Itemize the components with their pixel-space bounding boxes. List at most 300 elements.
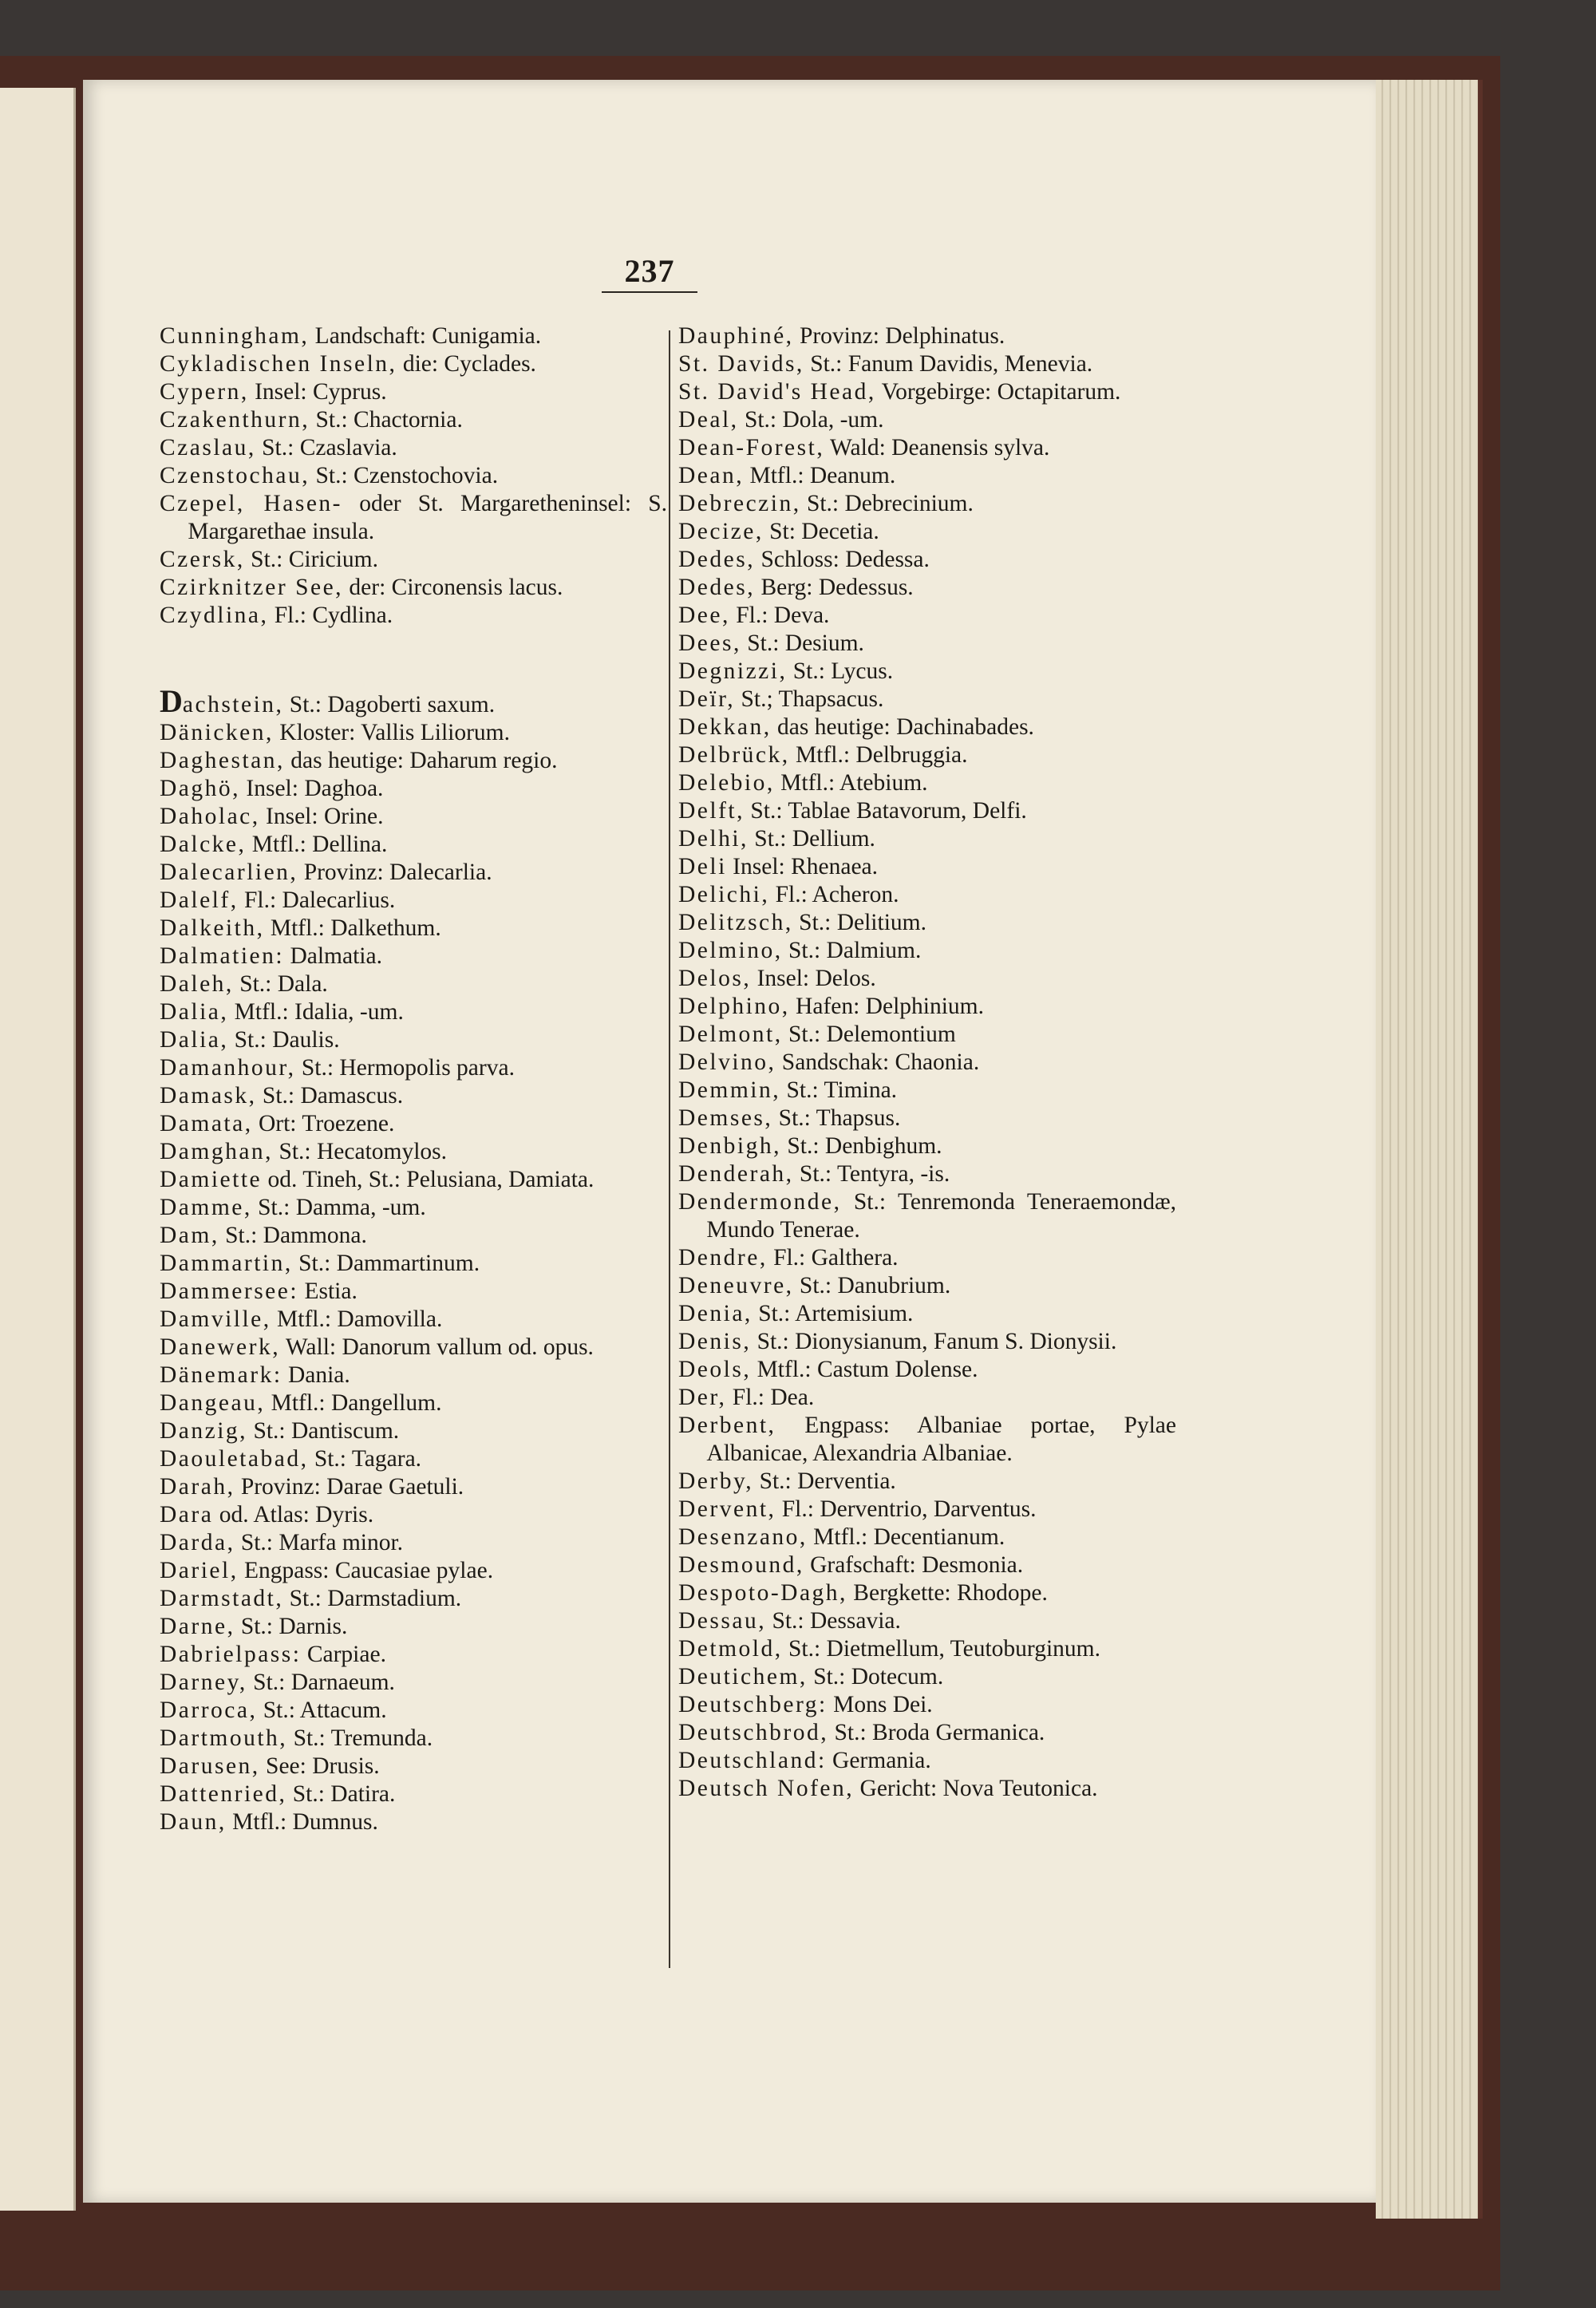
entry-definition: oder St. Margaretheninsel: S. Margarethae insula. bbox=[188, 491, 667, 544]
entry-headword: Dattenried, bbox=[160, 1781, 287, 1807]
entry-definition: Kloster: Vallis Liliorum. bbox=[273, 720, 510, 745]
dictionary-entry bbox=[678, 1188, 1176, 1244]
dictionary-entry bbox=[160, 719, 667, 747]
dictionary-entry bbox=[160, 322, 667, 350]
entry-definition: Provinz: Delphinatus. bbox=[793, 323, 1005, 349]
entry-definition: Hafen: Delphinium. bbox=[789, 994, 984, 1019]
entry-definition: St.: Derventia. bbox=[753, 1468, 896, 1494]
dictionary-entry bbox=[160, 887, 667, 915]
dictionary-entry bbox=[160, 350, 667, 378]
dictionary-entry bbox=[160, 490, 667, 546]
right-entries bbox=[678, 322, 1176, 1803]
entry-headword: Dean-Forest, bbox=[678, 435, 825, 460]
facing-page-edge bbox=[0, 88, 76, 2211]
d-entries bbox=[160, 719, 667, 1836]
dictionary-entry bbox=[678, 1635, 1176, 1663]
dictionary-entry bbox=[678, 574, 1176, 602]
entry-definition: Mtfl.: Dellina. bbox=[246, 832, 388, 857]
dictionary-entry bbox=[160, 1613, 667, 1641]
entry-headword: Der, bbox=[678, 1385, 727, 1410]
dictionary-entry bbox=[160, 1138, 667, 1166]
entry-definition: Fl.: Cydlina. bbox=[268, 603, 393, 628]
entry-definition: Mtfl.: Deanum. bbox=[744, 463, 896, 488]
entry-definition: Fl.: Galthera. bbox=[767, 1245, 899, 1271]
entry-definition: Mtfl.: Decentianum. bbox=[807, 1524, 1005, 1550]
entry-headword: Damiette bbox=[160, 1167, 263, 1192]
entry-headword: Dean, bbox=[678, 463, 745, 488]
dictionary-entry bbox=[678, 1579, 1176, 1607]
column-divider bbox=[669, 330, 670, 1968]
entry-headword: Czepel, Hasen- bbox=[160, 491, 343, 516]
entry-definition: Gericht: Nova Teutonica. bbox=[854, 1776, 1098, 1801]
entry-headword: Czirknitzer See, bbox=[160, 575, 344, 600]
entry-headword: Cypern, bbox=[160, 379, 249, 405]
right-column bbox=[678, 322, 1176, 1803]
entry-headword: Delos, bbox=[678, 966, 752, 991]
entry-headword: Dänemark: bbox=[160, 1362, 282, 1388]
entry-headword: Czenstochau, bbox=[160, 463, 310, 488]
dictionary-entry bbox=[678, 462, 1176, 490]
entry-headword: Dedes, bbox=[678, 547, 756, 572]
entry-definition: St.: Tenremonda Teneraemondæ, Mundo Tenerae. bbox=[706, 1189, 1176, 1243]
dictionary-entry bbox=[160, 683, 667, 719]
entry-headword: Denderah, bbox=[678, 1161, 794, 1187]
entry-definition: St.: Tentyra, -is. bbox=[793, 1161, 950, 1187]
drop-initial: D bbox=[160, 683, 183, 719]
dictionary-entry bbox=[678, 1551, 1176, 1579]
entry-headword: Darah, bbox=[160, 1474, 235, 1500]
entry-definition: St.: Dammona. bbox=[219, 1223, 367, 1248]
entry-definition: St.: Chactornia. bbox=[310, 407, 463, 433]
dictionary-entry bbox=[160, 998, 667, 1026]
entry-headword: Daun, bbox=[160, 1809, 227, 1835]
entry-definition: St.: Dammartinum. bbox=[292, 1251, 480, 1276]
entry-headword: Detmold, bbox=[678, 1636, 783, 1662]
dictionary-entry bbox=[160, 775, 667, 803]
dictionary-entry bbox=[160, 1389, 667, 1417]
entry-headword: Debreczin, bbox=[678, 491, 801, 516]
entry-definition: St.: Hecatomylos. bbox=[273, 1139, 448, 1164]
entry-definition: St.: Darmstadium. bbox=[283, 1586, 462, 1611]
dictionary-entry bbox=[160, 1166, 667, 1194]
dictionary-entry bbox=[678, 1775, 1176, 1803]
dictionary-entry bbox=[678, 1384, 1176, 1412]
entry-definition: Mtfl.: Atebium. bbox=[774, 770, 928, 796]
entry-headword: Deïr, bbox=[678, 686, 736, 712]
entry-headword: Delbrück, bbox=[678, 742, 790, 768]
entry-headword: Delhi, bbox=[678, 826, 749, 852]
entry-headword: Demmin, bbox=[678, 1077, 781, 1103]
entry-headword: Czakenthurn, bbox=[160, 407, 310, 433]
dictionary-entry bbox=[678, 1356, 1176, 1384]
entry-headword: Delitzsch, bbox=[678, 910, 793, 935]
entry-definition: Bergkette: Rhodope. bbox=[847, 1580, 1048, 1606]
dictionary-entry bbox=[160, 1473, 667, 1501]
entry-definition: Fl.: Dea. bbox=[726, 1385, 815, 1410]
entry-headword: Deutschland: bbox=[678, 1748, 827, 1773]
entry-definition: Germania. bbox=[826, 1748, 931, 1773]
entry-definition: Mtfl.: Dumnus. bbox=[226, 1809, 378, 1835]
entry-headword: achstein, bbox=[182, 692, 284, 717]
entry-definition: Mtfl.: Dalkethum. bbox=[264, 915, 441, 941]
dictionary-entry bbox=[678, 797, 1176, 825]
dictionary-entry bbox=[678, 1524, 1176, 1551]
entry-headword: Dammersee: bbox=[160, 1278, 299, 1304]
entry-definition: St.: Dellium. bbox=[748, 826, 875, 852]
entry-definition: St.: Damascus. bbox=[256, 1083, 404, 1109]
entry-definition: St.: Czaslavia. bbox=[255, 435, 397, 460]
dictionary-entry bbox=[160, 1697, 667, 1725]
dictionary-entry bbox=[678, 1244, 1176, 1272]
entry-headword: Dalelf, bbox=[160, 887, 239, 913]
entry-headword: Desenzano, bbox=[678, 1524, 808, 1550]
entry-definition: St.: Ciricium. bbox=[244, 547, 378, 572]
dictionary-entry bbox=[678, 322, 1176, 350]
dictionary-entry bbox=[160, 1194, 667, 1222]
entry-definition: St.: Tremunda. bbox=[287, 1725, 433, 1751]
dictionary-entry bbox=[160, 434, 667, 462]
entry-headword: Damanhour, bbox=[160, 1055, 296, 1081]
entry-definition: Dania. bbox=[282, 1362, 350, 1388]
entry-headword: Delmont, bbox=[678, 1022, 783, 1047]
entry-definition: Insel: Orine. bbox=[259, 804, 384, 829]
dictionary-entry bbox=[160, 1445, 667, 1473]
entry-definition: Schloss: Dedessa. bbox=[755, 547, 930, 572]
entry-headword: Desmound, bbox=[678, 1552, 804, 1578]
entry-definition: St.: Artemisium. bbox=[752, 1301, 914, 1326]
entry-definition: St.: Damma, -um. bbox=[251, 1195, 426, 1220]
entry-definition: St.: Fanum Davidis, Menevia. bbox=[804, 351, 1093, 377]
entry-definition: od. Atlas: Dyris. bbox=[213, 1502, 374, 1527]
dictionary-entry bbox=[160, 378, 667, 406]
entry-headword: Damata, bbox=[160, 1111, 253, 1136]
dictionary-entry bbox=[678, 1132, 1176, 1160]
entry-headword: Dalecarlien, bbox=[160, 860, 298, 885]
entry-headword: Dendre, bbox=[678, 1245, 768, 1271]
entry-definition: St.: Hermopolis parva. bbox=[295, 1055, 515, 1081]
entry-headword: Darda, bbox=[160, 1530, 235, 1555]
dictionary-entry bbox=[160, 1669, 667, 1697]
entry-headword: Deutsch Nofen, bbox=[678, 1776, 855, 1801]
entry-headword: Dangeau, bbox=[160, 1390, 266, 1416]
entry-headword: Cykladischen Inseln, bbox=[160, 351, 397, 377]
dictionary-entry bbox=[678, 686, 1176, 713]
entry-headword: Dara bbox=[160, 1502, 214, 1527]
entry-headword: Danewerk, bbox=[160, 1334, 281, 1360]
entry-headword: Dessau, bbox=[678, 1608, 767, 1634]
dictionary-entry bbox=[678, 630, 1176, 658]
dictionary-entry bbox=[678, 825, 1176, 853]
entry-definition: St.: Daulis. bbox=[228, 1027, 340, 1053]
entry-definition: St.: Dala. bbox=[233, 971, 328, 997]
c-entries bbox=[160, 322, 667, 630]
entry-definition: St.: Dantiscum. bbox=[247, 1418, 400, 1444]
entry-headword: Derby, bbox=[678, 1468, 754, 1494]
dictionary-entry bbox=[160, 1306, 667, 1334]
dictionary-entry bbox=[678, 518, 1176, 546]
dictionary-entry bbox=[678, 713, 1176, 741]
entry-headword: Denia, bbox=[678, 1301, 753, 1326]
dictionary-entry bbox=[678, 1105, 1176, 1132]
dictionary-entry bbox=[678, 1021, 1176, 1049]
entry-definition: Mtfl.: Idalia, -um. bbox=[228, 999, 404, 1025]
entry-definition: das heutige: Dachinabades. bbox=[771, 714, 1034, 740]
dictionary-entry bbox=[160, 831, 667, 859]
dictionary-entry bbox=[678, 490, 1176, 518]
entry-headword: Czersk, bbox=[160, 547, 245, 572]
entry-headword: Daghestan, bbox=[160, 748, 285, 773]
entry-definition: St.: Dionysianum, Fanum S. Dionysii. bbox=[751, 1329, 1117, 1354]
dictionary-entry bbox=[160, 1222, 667, 1250]
entry-headword: Dalcke, bbox=[160, 832, 247, 857]
entry-headword: Dalkeith, bbox=[160, 915, 265, 941]
dictionary-entry bbox=[678, 1496, 1176, 1524]
entry-definition: Dalmatia. bbox=[284, 943, 382, 969]
entry-definition: Insel: Cyprus. bbox=[248, 379, 387, 405]
entry-definition: Fl.: Acheron. bbox=[769, 882, 899, 907]
entry-headword: Dänicken, bbox=[160, 720, 274, 745]
dictionary-entry bbox=[678, 1412, 1176, 1468]
dictionary-entry bbox=[678, 1160, 1176, 1188]
dictionary-entry bbox=[160, 1557, 667, 1585]
entry-definition: Insel: Daghoa. bbox=[240, 776, 384, 801]
entry-definition: St.: Dessavia. bbox=[766, 1608, 901, 1634]
entry-headword: Dauphiné, bbox=[678, 323, 794, 349]
dictionary-entry bbox=[678, 546, 1176, 574]
dictionary-entry bbox=[160, 1361, 667, 1389]
dictionary-entry bbox=[160, 970, 667, 998]
dictionary-entry bbox=[678, 1663, 1176, 1691]
entry-definition: St.: Dotecum. bbox=[807, 1664, 944, 1690]
dictionary-entry bbox=[678, 881, 1176, 909]
entry-definition: Estia. bbox=[298, 1278, 358, 1304]
entry-headword: Cunningham, bbox=[160, 323, 310, 349]
entry-definition: der: Circonensis lacus. bbox=[343, 575, 563, 600]
entry-headword: Daholac, bbox=[160, 804, 260, 829]
dictionary-entry bbox=[160, 1641, 667, 1669]
dictionary-entry bbox=[160, 859, 667, 887]
dictionary-entry bbox=[160, 1808, 667, 1836]
entry-headword: Delft, bbox=[678, 798, 745, 824]
entry-headword: Decize, bbox=[678, 519, 764, 544]
entry-headword: Dees, bbox=[678, 630, 741, 656]
entry-definition: Mtfl.: Damovilla. bbox=[271, 1306, 443, 1332]
entry-definition: St.; Thapsacus. bbox=[735, 686, 884, 712]
entry-definition: St.: Dola, -um. bbox=[738, 407, 884, 433]
dictionary-entry bbox=[160, 1250, 667, 1278]
dictionary-entry bbox=[678, 1328, 1176, 1356]
entry-definition: St: Decetia. bbox=[763, 519, 879, 544]
dictionary-entry bbox=[160, 803, 667, 831]
entry-definition: St.: Broda Germanica. bbox=[828, 1720, 1045, 1745]
entry-headword: Deal, bbox=[678, 407, 739, 433]
dictionary-entry bbox=[160, 1082, 667, 1110]
entry-definition: Wald: Deanensis sylva. bbox=[824, 435, 1050, 460]
dictionary-entry bbox=[678, 378, 1176, 406]
entry-headword: Darusen, bbox=[160, 1753, 260, 1779]
entry-headword: Deols, bbox=[678, 1357, 752, 1382]
entry-definition: St.: Dagoberti saxum. bbox=[283, 692, 496, 717]
dictionary-entry bbox=[678, 1468, 1176, 1496]
entry-definition: St.: Datira. bbox=[286, 1781, 396, 1807]
dictionary-entry bbox=[160, 602, 667, 630]
entry-definition: St.: Darnis. bbox=[235, 1614, 348, 1639]
entry-definition: St.: Marfa minor. bbox=[235, 1530, 404, 1555]
entry-definition: St.: Delitium. bbox=[792, 910, 926, 935]
entry-definition: St.: Dietmellum, Teutoburginum. bbox=[782, 1636, 1100, 1662]
entry-definition: St.: Desium. bbox=[741, 630, 864, 656]
dictionary-entry bbox=[678, 937, 1176, 965]
dictionary-entry bbox=[678, 602, 1176, 630]
dictionary-entry bbox=[678, 909, 1176, 937]
entry-headword: Daghö, bbox=[160, 776, 241, 801]
dictionary-entry bbox=[678, 1607, 1176, 1635]
entry-definition: Mtfl.: Delbruggia. bbox=[789, 742, 968, 768]
entry-headword: Delebio, bbox=[678, 770, 775, 796]
dictionary-entry bbox=[678, 434, 1176, 462]
entry-definition: St.: Debrecinium. bbox=[800, 491, 974, 516]
dictionary-entry bbox=[160, 574, 667, 602]
entry-headword: Deutichem, bbox=[678, 1664, 808, 1690]
entry-headword: Dammartin, bbox=[160, 1251, 293, 1276]
dictionary-entry bbox=[160, 943, 667, 970]
entry-headword: Dee, bbox=[678, 603, 730, 628]
entry-headword: Darroca, bbox=[160, 1697, 258, 1723]
entry-definition: Landschaft: Cunigamia. bbox=[309, 323, 542, 349]
dictionary-entry bbox=[678, 1049, 1176, 1077]
dictionary-entry bbox=[678, 769, 1176, 797]
page-edges bbox=[1376, 80, 1483, 2219]
entry-headword: Dekkan, bbox=[678, 714, 772, 740]
entry-headword: Dervent, bbox=[678, 1496, 776, 1522]
dictionary-entry bbox=[160, 1334, 667, 1361]
entry-definition: St.: Lycus. bbox=[787, 658, 894, 684]
entry-definition: Mtfl.: Dangellum. bbox=[265, 1390, 442, 1416]
dictionary-entry bbox=[160, 462, 667, 490]
entry-headword: Despoto-Dagh, bbox=[678, 1580, 847, 1606]
dictionary-entry bbox=[160, 1753, 667, 1780]
dictionary-entry bbox=[160, 1054, 667, 1082]
left-column bbox=[160, 322, 667, 1836]
dictionary-entry bbox=[678, 406, 1176, 434]
entry-definition: St.: Delemontium bbox=[782, 1022, 956, 1047]
dictionary-entry bbox=[160, 1110, 667, 1138]
dictionary-entry bbox=[160, 1725, 667, 1753]
entry-definition: Provinz: Dalecarlia. bbox=[298, 860, 492, 885]
section-gap bbox=[160, 630, 667, 687]
dictionary-entry bbox=[160, 1780, 667, 1808]
entry-definition: Mtfl.: Castum Dolense. bbox=[751, 1357, 978, 1382]
entry-headword: Daouletabad, bbox=[160, 1446, 309, 1472]
entry-headword: Dalia, bbox=[160, 999, 229, 1025]
entry-definition: Ort: Troezene. bbox=[252, 1111, 395, 1136]
entry-definition: St.: Thapsus. bbox=[772, 1105, 901, 1131]
entry-headword: Darmstadt, bbox=[160, 1586, 284, 1611]
entry-headword: Delichi, bbox=[678, 882, 770, 907]
entry-headword: Czydlina, bbox=[160, 603, 269, 628]
dictionary-entry bbox=[678, 993, 1176, 1021]
entry-headword: Damghan, bbox=[160, 1139, 274, 1164]
dictionary-entry bbox=[678, 1077, 1176, 1105]
entry-definition: Insel: Delos. bbox=[751, 966, 876, 991]
dictionary-entry bbox=[160, 1417, 667, 1445]
entry-headword: Darney, bbox=[160, 1670, 247, 1695]
entry-headword: Derbent, bbox=[678, 1413, 776, 1438]
dictionary-entry bbox=[160, 406, 667, 434]
entry-headword: Damask, bbox=[160, 1083, 257, 1109]
entry-headword: Dedes, bbox=[678, 575, 756, 600]
entry-headword: Degnizzi, bbox=[678, 658, 788, 684]
entry-definition: Fl.: Dalecarlius. bbox=[238, 887, 396, 913]
entry-definition: Sandschak: Chaonia. bbox=[776, 1049, 980, 1075]
entry-headword: Dabrielpass: bbox=[160, 1642, 302, 1667]
entry-definition: Engpass: Albaniae portae, Pylae Albanicae, Alexandria Albaniae. bbox=[706, 1413, 1176, 1466]
entry-definition: Fl.: Deva. bbox=[729, 603, 830, 628]
dictionary-entry bbox=[678, 1747, 1176, 1775]
entry-headword: Denis, bbox=[678, 1329, 752, 1354]
entry-definition: Insel: Rhenaea. bbox=[726, 854, 879, 879]
dictionary-entry bbox=[678, 741, 1176, 769]
entry-definition: St.: Timina. bbox=[780, 1077, 898, 1103]
entry-headword: Delmino, bbox=[678, 938, 783, 963]
entry-definition: die: Cyclades. bbox=[397, 351, 536, 377]
entry-headword: Dartmouth, bbox=[160, 1725, 288, 1751]
entry-definition: St.: Danubrium. bbox=[793, 1273, 951, 1298]
entry-definition: Engpass: Caucasiae pylae. bbox=[238, 1558, 494, 1583]
dictionary-entry bbox=[678, 1300, 1176, 1328]
dictionary-entry bbox=[160, 1529, 667, 1557]
entry-headword: Daleh, bbox=[160, 971, 234, 997]
entry-headword: Deneuvre, bbox=[678, 1273, 794, 1298]
dictionary-entry bbox=[160, 1501, 667, 1529]
entry-headword: Czaslau, bbox=[160, 435, 256, 460]
entry-headword: Dam, bbox=[160, 1223, 219, 1248]
entry-definition: Wall: Danorum vallum od. opus. bbox=[280, 1334, 594, 1360]
entry-headword: St. Davids, bbox=[678, 351, 804, 377]
page-number-rule bbox=[602, 291, 697, 293]
dictionary-entry bbox=[678, 853, 1176, 881]
entry-definition: Carpiae. bbox=[301, 1642, 386, 1667]
entry-headword: Delphino, bbox=[678, 994, 790, 1019]
entry-definition: Fl.: Derventrio, Darventus. bbox=[776, 1496, 1037, 1522]
entry-headword: Dalia, bbox=[160, 1027, 229, 1053]
entry-headword: Danzig, bbox=[160, 1418, 248, 1444]
entry-definition: Provinz: Darae Gaetuli. bbox=[235, 1474, 464, 1500]
dictionary-entry bbox=[160, 1278, 667, 1306]
dictionary-entry bbox=[160, 1026, 667, 1054]
dictionary-entry bbox=[678, 1719, 1176, 1747]
entry-definition: St.: Darnaeum. bbox=[247, 1670, 395, 1695]
dictionary-entry bbox=[160, 915, 667, 943]
entry-headword: St. David's Head, bbox=[678, 379, 876, 405]
dictionary-entry bbox=[678, 658, 1176, 686]
dictionary-entry bbox=[678, 350, 1176, 378]
dictionary-entry bbox=[678, 1272, 1176, 1300]
entry-definition: Berg: Dedessus. bbox=[755, 575, 914, 600]
entry-headword: Deutschbrod, bbox=[678, 1720, 829, 1745]
entry-headword: Denbigh, bbox=[678, 1133, 781, 1159]
entry-headword: Dalmatien: bbox=[160, 943, 285, 969]
entry-headword: Delvino, bbox=[678, 1049, 776, 1075]
entry-definition: Vorgebirge: Octapitarum. bbox=[875, 379, 1121, 405]
entry-definition: See: Drusis. bbox=[259, 1753, 380, 1779]
dictionary-entry bbox=[160, 546, 667, 574]
entry-headword: Dendermonde, bbox=[678, 1189, 842, 1215]
entry-headword: Deutschberg: bbox=[678, 1692, 828, 1717]
page-number: 237 bbox=[624, 253, 675, 289]
entry-headword: Demses, bbox=[678, 1105, 773, 1131]
entry-definition: St.: Denbighum. bbox=[780, 1133, 942, 1159]
